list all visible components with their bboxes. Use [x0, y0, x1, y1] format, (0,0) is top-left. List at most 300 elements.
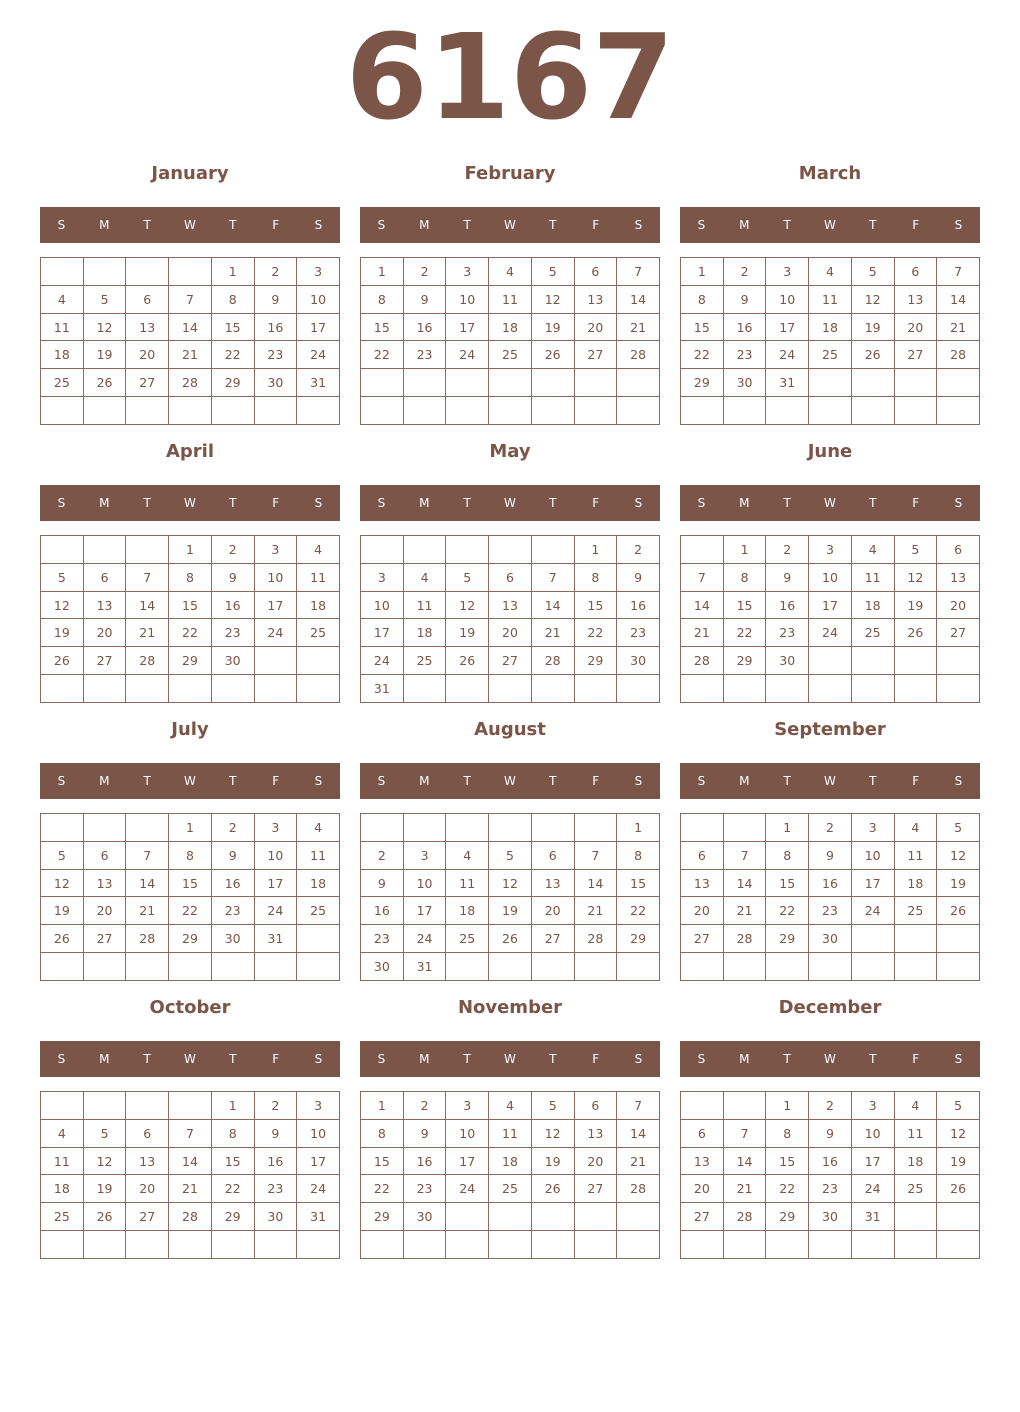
day-cell: 18: [403, 619, 446, 647]
day-cell: 20: [681, 1175, 724, 1203]
day-cell: 18: [41, 341, 84, 369]
day-cell: 8: [361, 1119, 404, 1147]
week-row: [361, 397, 660, 425]
day-cell: [851, 647, 894, 675]
day-cell: 12: [531, 1119, 574, 1147]
day-cell: 20: [937, 591, 980, 619]
week-row: [681, 925, 980, 953]
weekday-label: M: [99, 218, 110, 232]
day-cell: 24: [254, 897, 297, 925]
day-cell: [531, 397, 574, 425]
week-row: [41, 1203, 340, 1231]
day-cell: [617, 1203, 660, 1231]
weekday-label: S: [697, 1052, 706, 1066]
day-cell: [617, 397, 660, 425]
day-cell: 14: [617, 1119, 660, 1147]
day-cell: 12: [894, 563, 937, 591]
day-cell: 14: [574, 869, 617, 897]
day-cell: 19: [851, 313, 894, 341]
day-cell: 9: [403, 285, 446, 313]
day-cell: 27: [574, 1175, 617, 1203]
day-cell: 12: [531, 285, 574, 313]
day-cell: 19: [41, 619, 84, 647]
day-cell: 29: [766, 1203, 809, 1231]
weekday-label: F: [272, 774, 280, 788]
day-cell: [83, 953, 126, 981]
day-cell: 13: [83, 591, 126, 619]
day-cell: 22: [211, 1175, 254, 1203]
day-cell: 18: [894, 1147, 937, 1175]
day-cell: 7: [169, 1119, 212, 1147]
day-cell: 18: [489, 313, 532, 341]
day-cell: 17: [361, 619, 404, 647]
day-cell: 21: [723, 897, 766, 925]
day-cell: 9: [254, 1119, 297, 1147]
day-cell: 21: [126, 619, 169, 647]
day-cell: [937, 1231, 980, 1259]
week-row: [681, 591, 980, 619]
weekday-label: S: [634, 774, 643, 788]
day-cell: 11: [403, 591, 446, 619]
week-row: [681, 397, 980, 425]
day-cell: 13: [937, 563, 980, 591]
day-cell: [489, 397, 532, 425]
day-grid: [680, 1091, 980, 1259]
weekday-label: W: [824, 1052, 836, 1066]
week-row: [681, 369, 980, 397]
day-cell: [531, 1231, 574, 1259]
weekday-label: W: [824, 774, 836, 788]
day-cell: [681, 953, 724, 981]
day-cell: [766, 953, 809, 981]
day-cell: 3: [254, 536, 297, 564]
day-cell: 6: [574, 258, 617, 286]
week-row: [361, 1175, 660, 1203]
day-cell: [83, 258, 126, 286]
day-cell: [809, 647, 852, 675]
day-cell: 8: [211, 285, 254, 313]
weekday-label: W: [184, 1052, 196, 1066]
day-cell: [723, 397, 766, 425]
day-cell: [169, 397, 212, 425]
day-cell: [254, 953, 297, 981]
day-cell: 17: [851, 869, 894, 897]
day-cell: 8: [169, 841, 212, 869]
weekday-label: S: [314, 496, 323, 510]
day-cell: 23: [766, 619, 809, 647]
weekday-label: S: [634, 218, 643, 232]
day-cell: [211, 675, 254, 703]
week-row: [41, 369, 340, 397]
day-grid: [680, 535, 980, 703]
day-cell: [894, 1231, 937, 1259]
day-cell: 12: [83, 313, 126, 341]
day-cell: 2: [211, 536, 254, 564]
day-cell: 9: [211, 841, 254, 869]
day-cell: 12: [41, 591, 84, 619]
day-cell: [531, 536, 574, 564]
day-cell: 9: [403, 1119, 446, 1147]
day-cell: 26: [531, 1175, 574, 1203]
month-name: November: [457, 997, 563, 1018]
week-row: [681, 1147, 980, 1175]
day-cell: 5: [937, 814, 980, 842]
day-cell: 23: [254, 341, 297, 369]
day-cell: 1: [169, 536, 212, 564]
week-row: [41, 841, 340, 869]
week-row: [41, 897, 340, 925]
day-cell: [254, 647, 297, 675]
weekday-header: [360, 763, 660, 799]
day-cell: 15: [169, 869, 212, 897]
day-cell: 25: [41, 1203, 84, 1231]
day-cell: 20: [531, 897, 574, 925]
day-cell: 12: [489, 869, 532, 897]
day-cell: [126, 1231, 169, 1259]
day-cell: 3: [297, 258, 340, 286]
day-cell: 1: [766, 1092, 809, 1120]
week-row: [361, 563, 660, 591]
day-cell: 29: [361, 1203, 404, 1231]
day-cell: 10: [851, 1119, 894, 1147]
day-cell: 1: [723, 536, 766, 564]
day-cell: [937, 369, 980, 397]
day-cell: 10: [254, 563, 297, 591]
day-cell: 30: [809, 925, 852, 953]
day-cell: 7: [574, 841, 617, 869]
day-cell: 7: [937, 258, 980, 286]
day-cell: 16: [361, 897, 404, 925]
day-cell: [681, 814, 724, 842]
day-cell: [894, 647, 937, 675]
weekday-label: S: [697, 496, 706, 510]
day-cell: 27: [681, 1203, 724, 1231]
day-cell: [851, 953, 894, 981]
day-cell: 25: [851, 619, 894, 647]
weekday-label: T: [869, 1052, 877, 1066]
week-row: [41, 563, 340, 591]
month-name: February: [464, 163, 556, 184]
day-cell: 30: [211, 647, 254, 675]
day-cell: 5: [531, 258, 574, 286]
day-cell: [809, 1231, 852, 1259]
day-cell: 14: [681, 591, 724, 619]
day-cell: 18: [809, 313, 852, 341]
weekday-label: S: [377, 218, 386, 232]
day-cell: 5: [83, 1119, 126, 1147]
week-row: [681, 1119, 980, 1147]
day-cell: 3: [851, 814, 894, 842]
day-cell: [681, 397, 724, 425]
day-cell: 21: [723, 1175, 766, 1203]
day-cell: 8: [574, 563, 617, 591]
week-row: [361, 591, 660, 619]
day-cell: 1: [211, 1092, 254, 1120]
day-cell: 7: [126, 841, 169, 869]
day-cell: [83, 1092, 126, 1120]
day-cell: 31: [297, 369, 340, 397]
day-cell: 6: [937, 536, 980, 564]
day-cell: [446, 675, 489, 703]
day-cell: 25: [297, 619, 340, 647]
day-cell: [574, 1203, 617, 1231]
day-cell: [446, 953, 489, 981]
day-cell: 4: [446, 841, 489, 869]
day-cell: 14: [126, 869, 169, 897]
day-cell: [937, 953, 980, 981]
day-cell: 13: [681, 869, 724, 897]
day-cell: [809, 369, 852, 397]
day-cell: 29: [211, 369, 254, 397]
day-cell: 27: [531, 925, 574, 953]
day-cell: [297, 925, 340, 953]
weekday-label: T: [549, 496, 557, 510]
day-cell: [489, 369, 532, 397]
day-cell: [723, 1231, 766, 1259]
day-cell: 5: [851, 258, 894, 286]
day-cell: [894, 1203, 937, 1231]
day-cell: 11: [894, 1119, 937, 1147]
day-cell: 23: [809, 1175, 852, 1203]
day-cell: 12: [83, 1147, 126, 1175]
day-cell: 2: [809, 1092, 852, 1120]
weekday-label: T: [463, 496, 471, 510]
week-row: [681, 814, 980, 842]
year-title: 6167: [345, 8, 675, 146]
day-cell: 26: [41, 925, 84, 953]
day-cell: 5: [41, 563, 84, 591]
day-cell: 26: [489, 925, 532, 953]
day-cell: 21: [574, 897, 617, 925]
day-cell: [723, 1092, 766, 1120]
day-cell: 28: [169, 369, 212, 397]
day-grid: [40, 1091, 340, 1259]
day-cell: 2: [211, 814, 254, 842]
day-grid: [360, 535, 660, 703]
day-cell: 19: [937, 1147, 980, 1175]
day-cell: 20: [574, 313, 617, 341]
week-row: [361, 953, 660, 981]
day-cell: 7: [617, 1092, 660, 1120]
day-cell: 28: [723, 1203, 766, 1231]
day-cell: 30: [766, 647, 809, 675]
weekday-label: T: [463, 774, 471, 788]
weekday-label: T: [783, 218, 791, 232]
weekday-header: [40, 763, 340, 799]
weekday-label: F: [272, 496, 280, 510]
weekday-label: F: [912, 218, 920, 232]
day-cell: 20: [489, 619, 532, 647]
weekday-label: W: [504, 1052, 516, 1066]
day-cell: 22: [681, 341, 724, 369]
weekday-label: S: [634, 496, 643, 510]
day-cell: 16: [403, 1147, 446, 1175]
weekday-label: M: [419, 1052, 430, 1066]
day-cell: 23: [254, 1175, 297, 1203]
day-cell: 15: [617, 869, 660, 897]
day-cell: 25: [403, 647, 446, 675]
day-cell: 28: [126, 647, 169, 675]
day-cell: 27: [83, 647, 126, 675]
day-cell: [83, 397, 126, 425]
day-cell: 31: [851, 1203, 894, 1231]
day-cell: [361, 397, 404, 425]
weekday-label: M: [99, 1052, 110, 1066]
day-cell: 3: [446, 1092, 489, 1120]
day-cell: 31: [766, 369, 809, 397]
weekday-label: S: [377, 1052, 386, 1066]
day-cell: 8: [681, 285, 724, 313]
day-cell: 24: [403, 925, 446, 953]
day-cell: [894, 925, 937, 953]
day-cell: 13: [681, 1147, 724, 1175]
day-cell: [723, 953, 766, 981]
week-row: [361, 1231, 660, 1259]
day-cell: 2: [809, 814, 852, 842]
day-grid: [40, 535, 340, 703]
day-cell: 1: [361, 1092, 404, 1120]
day-cell: 12: [41, 869, 84, 897]
week-row: [41, 1147, 340, 1175]
day-cell: 8: [723, 563, 766, 591]
day-cell: 22: [169, 619, 212, 647]
week-row: [361, 536, 660, 564]
week-row: [361, 258, 660, 286]
day-cell: 5: [894, 536, 937, 564]
day-cell: [809, 675, 852, 703]
week-row: [681, 897, 980, 925]
day-cell: 6: [894, 258, 937, 286]
day-cell: 22: [723, 619, 766, 647]
day-cell: 6: [574, 1092, 617, 1120]
weekday-label: S: [377, 496, 386, 510]
day-cell: 5: [531, 1092, 574, 1120]
day-grid: [680, 813, 980, 981]
day-cell: 26: [41, 647, 84, 675]
day-cell: 29: [169, 925, 212, 953]
day-cell: 4: [41, 285, 84, 313]
day-cell: [489, 536, 532, 564]
weekday-header: [40, 1041, 340, 1077]
day-cell: [489, 675, 532, 703]
day-cell: 22: [169, 897, 212, 925]
weekday-label: F: [272, 218, 280, 232]
day-cell: [403, 814, 446, 842]
day-cell: 11: [809, 285, 852, 313]
day-cell: [41, 1231, 84, 1259]
day-cell: 9: [766, 563, 809, 591]
weekday-label: T: [549, 774, 557, 788]
month-name: July: [171, 719, 209, 740]
day-cell: 11: [41, 313, 84, 341]
day-cell: 1: [361, 258, 404, 286]
day-cell: 10: [297, 1119, 340, 1147]
day-cell: [937, 647, 980, 675]
day-cell: 22: [617, 897, 660, 925]
weekday-label: T: [143, 774, 151, 788]
day-cell: 25: [446, 925, 489, 953]
day-cell: 24: [297, 341, 340, 369]
day-cell: 4: [851, 536, 894, 564]
day-cell: 18: [851, 591, 894, 619]
day-cell: 21: [937, 313, 980, 341]
day-cell: 26: [937, 1175, 980, 1203]
day-cell: 14: [531, 591, 574, 619]
day-cell: 26: [531, 341, 574, 369]
day-cell: [211, 953, 254, 981]
day-cell: [531, 369, 574, 397]
weekday-label: W: [184, 774, 196, 788]
day-cell: [617, 1231, 660, 1259]
weekday-label: F: [592, 774, 600, 788]
week-row: [41, 814, 340, 842]
weekday-header: [360, 1041, 660, 1077]
day-cell: 21: [617, 1147, 660, 1175]
day-cell: 22: [361, 341, 404, 369]
weekday-label: S: [954, 496, 963, 510]
weekday-label: M: [419, 496, 430, 510]
day-grid: [680, 257, 980, 425]
day-cell: 3: [851, 1092, 894, 1120]
day-cell: [446, 1231, 489, 1259]
weekday-label: S: [314, 1052, 323, 1066]
day-cell: 9: [809, 1119, 852, 1147]
day-cell: 19: [531, 1147, 574, 1175]
weekday-label: W: [184, 496, 196, 510]
day-cell: 24: [361, 647, 404, 675]
day-cell: 23: [809, 897, 852, 925]
day-cell: 14: [126, 591, 169, 619]
week-row: [41, 591, 340, 619]
weekday-label: S: [954, 218, 963, 232]
weekday-label: S: [314, 218, 323, 232]
day-cell: 20: [681, 897, 724, 925]
day-cell: 15: [169, 591, 212, 619]
day-cell: 23: [723, 341, 766, 369]
day-cell: 11: [489, 1119, 532, 1147]
day-cell: 28: [617, 1175, 660, 1203]
day-cell: 11: [489, 285, 532, 313]
day-cell: [446, 814, 489, 842]
week-row: [41, 1175, 340, 1203]
day-cell: 11: [894, 841, 937, 869]
week-row: [41, 341, 340, 369]
weekday-label: T: [869, 774, 877, 788]
day-cell: 6: [83, 563, 126, 591]
week-row: [41, 536, 340, 564]
day-cell: 24: [297, 1175, 340, 1203]
day-cell: [489, 1203, 532, 1231]
week-row: [41, 925, 340, 953]
day-cell: [41, 675, 84, 703]
day-cell: 4: [297, 814, 340, 842]
day-cell: 7: [681, 563, 724, 591]
day-cell: 23: [403, 341, 446, 369]
day-cell: 17: [297, 1147, 340, 1175]
day-cell: 30: [211, 925, 254, 953]
day-cell: [361, 536, 404, 564]
day-cell: 18: [446, 897, 489, 925]
day-cell: 13: [126, 1147, 169, 1175]
day-cell: [617, 953, 660, 981]
weekday-label: F: [592, 496, 600, 510]
day-cell: [851, 369, 894, 397]
day-cell: [617, 369, 660, 397]
day-cell: [681, 675, 724, 703]
weekday-label: M: [99, 496, 110, 510]
day-cell: 25: [297, 897, 340, 925]
week-row: [361, 1092, 660, 1120]
